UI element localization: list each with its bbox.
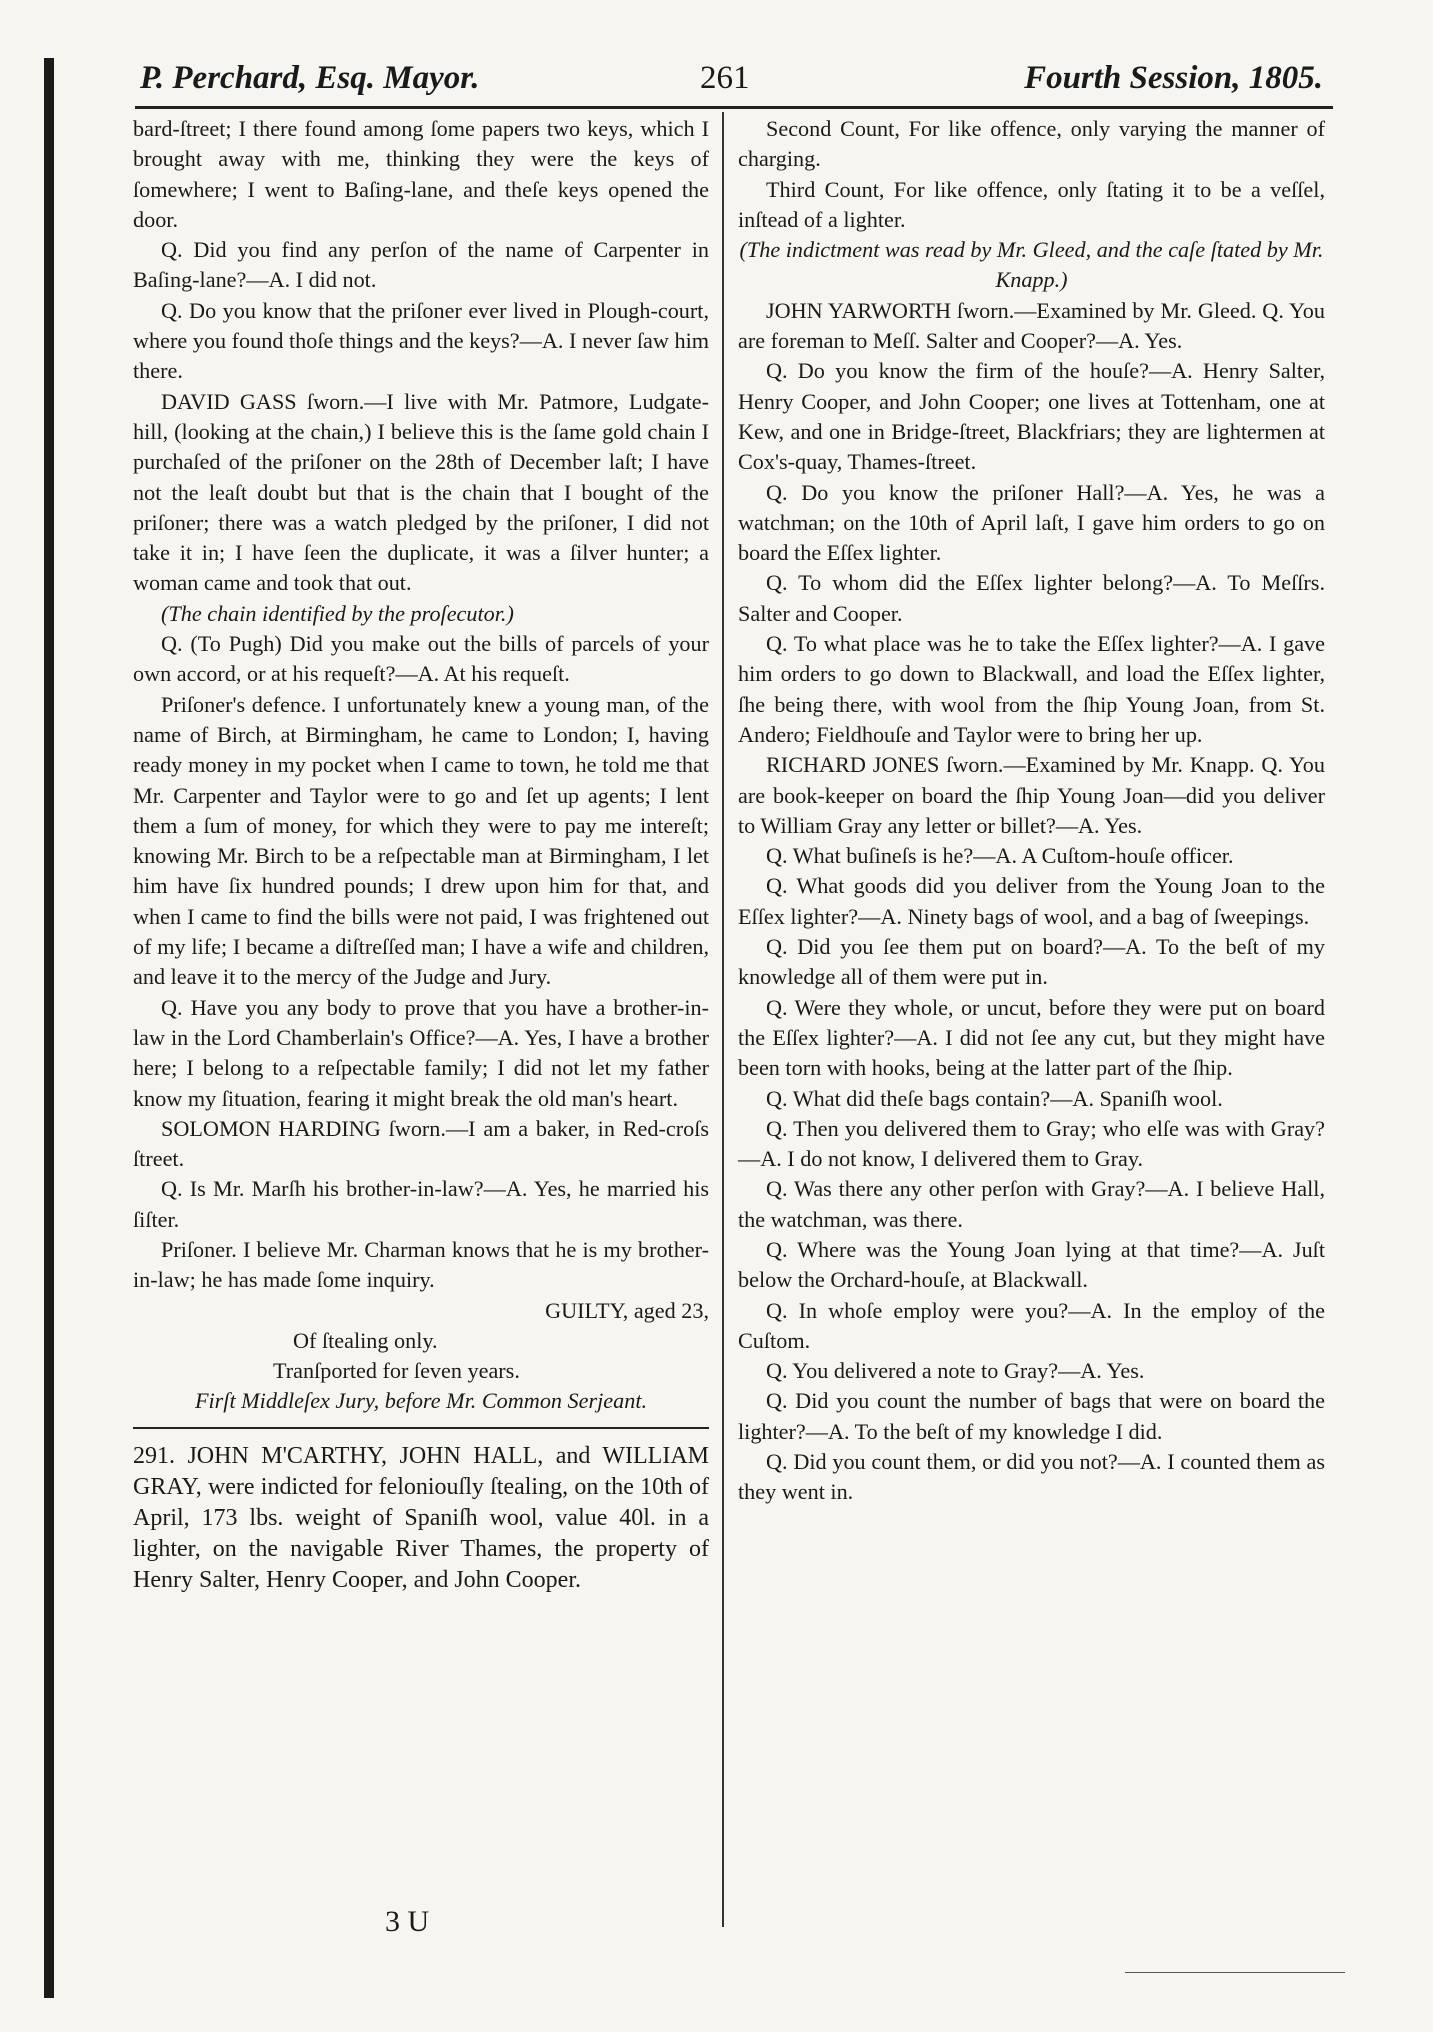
paragraph: Of ſtealing only. (293, 1327, 438, 1353)
paragraph: SOLOMON HARDING ſworn.—I am a baker, in Red-croſs ſtreet. (133, 1115, 709, 1172)
paragraph: RICHARD JONES ſworn.—Examined by Mr. Knapp. Q. You are book-keeper on board the ſhip Young Joan—did you deliver to William Gray any letter or billet?—A. Yes. (738, 752, 1325, 838)
paragraph: Priſoner. I believe Mr. Charman knows that he is my brother-in-law; he has made ſome inquiry. (133, 1236, 709, 1293)
case-divider (133, 1427, 709, 1429)
header-session: Fourth Session, 1805. (1024, 60, 1323, 96)
paragraph: Q. Were they whole, or uncut, before they were put on board the Eſſex lighter?—A. I did not ſee any cut, but they might have been torn with hooks, being at the latter part of the ſhip. (738, 994, 1325, 1081)
paragraph: Tranſported for ſeven years. (273, 1358, 520, 1384)
paragraph: Q. In whoſe employ were you?—A. In the employ of the Cuſtom. (738, 1297, 1325, 1353)
paragraph: JOHN YARWORTH ſworn.—Examined by Mr. Gleed. Q. You are foreman to Meſſ. Salter and Cooper?—A. Yes. (738, 297, 1325, 354)
column-divider (722, 112, 724, 1927)
paragraph: Q. Where was the Young Joan lying at that time?—A. Juſt below the Orchard-houſe, at Blackwall. (738, 1236, 1325, 1293)
paragraph: Q. Did you count the number of bags that were on board the lighter?—A. To the beſt of my knowledge I did. (738, 1388, 1325, 1444)
paragraph: Q. What goods did you deliver from the Young Joan to the Eſſex lighter?—A. Ninety bags of wool, and a bag of ſweepings. (738, 873, 1325, 929)
paragraph: Q. Do you know that the priſoner ever lived in Plough-court, where you found thoſe things and the keys?—A. I never ſaw him there. (133, 297, 709, 384)
running-header (140, 60, 1323, 110)
paragraph: Q. Is Mr. Marſh his brother-in-law?—A. Yes, he married his ſiſter. (133, 1176, 709, 1232)
paragraph: Q. To what place was he to take the Eſſex lighter?—A. I gave him orders to go down to Blackwall, and load the Eſſex lighter, ſhe being there, with wool from the ſhip Young Joan, from St. Andero; Fieldhouſe and Taylor were to bring her up. (738, 631, 1325, 747)
paragraph: Q. What buſineſs is he?—A. A Cuſtom-houſe officer. (766, 843, 1234, 869)
paragraph: Q. Have you any body to prove that you have a brother-in-law in the Lord Chamberlain's Office?—A. Yes, I have a brother here; I belong to a reſpectable family; I did not let my father know my ſituation, fearing it might break the old man's heart. (133, 994, 709, 1111)
paragraph: Second Count, For like offence, only varying the manner of charging. (738, 116, 1325, 172)
paragraph: Third Count, For like offence, only ſtating it to be a veſſel, inſtead of a lighter. (738, 176, 1325, 232)
paragraph: Q. What did theſe bags contain?—A. Spaniſh wool. (766, 1085, 1223, 1111)
case-291-heading: 291. JOHN M'CARTHY, JOHN HALL, and WILLIAM GRAY, were indicted for feloniouſly ſtealing, on the 10th of April, 173 lbs. weight of Spaniſh wool, value 40l. in a lighter, on the navigable River Thames, the property of Henry Salter, Henry Cooper, and John Cooper. (133, 1442, 709, 1593)
left-paragraphs (133, 114, 709, 1417)
paragraph: Q. (To Pugh) Did you make out the bills of parcels of your own accord, or at his requeſt?—A. At his requeſt. (133, 631, 709, 687)
paragraph: Q. Did you count them, or did you not?—A. I counted them as they went in. (738, 1449, 1325, 1505)
page-number: 261 (700, 60, 750, 96)
page-edge (44, 58, 54, 1998)
paragraph: Firſt Middleſex Jury, before Mr. Common Serjeant. (194, 1388, 648, 1414)
paragraph: Q. Do you know the firm of the houſe?—A. Henry Salter, Henry Cooper, and John Cooper; one lives at Tottenham, one at Kew, and one in Bridge-ſtreet, Blackfriars; they are lightermen at Cox's-quay, Thames-ſtreet. (738, 358, 1325, 475)
paragraph: bard-ſtreet; I there found among ſome papers two keys, which I brought away with me, thinking they were the keys of ſomewhere; I went to Baſing-lane, and theſe keys opened the door. (133, 116, 709, 232)
header-rule (135, 106, 1333, 109)
paragraph: Priſoner's defence. I unfortunately knew a young man, of the name of Birch, at Birmingham, he came to London; I, having ready money in my pocket when I came to town, he told me that Mr. Carpenter and Taylor were to go and ſet up agents; I lent them a ſum of money, for which they were to pay me intereſt; knowing Mr. Birch to be a reſpectable man at Birmingham, I let him have ſix hundred pounds; I drew upon him for that, and when I came to find the bills were not paid, I was frightened out of my life; I became a diſtreſſed man; I have a wife and children, and leave it to the mercy of the Judge and Jury. (133, 691, 709, 990)
signature-mark: 3 U (385, 1905, 430, 1938)
paragraph: (The chain identified by the proſecutor.) (161, 600, 514, 626)
paragraph: Q. Did you find any perſon of the name of Carpenter in Baſing-lane?—A. I did not. (133, 237, 709, 293)
right-paragraphs (738, 114, 1325, 1508)
bottom-rule (1125, 1972, 1345, 1973)
paragraph: (The indictment was read by Mr. Gleed, and the caſe ſtated by Mr. Knapp.) (739, 237, 1324, 293)
paragraph: Q. To whom did the Eſſex lighter belong?—A. To Meſſrs. Salter and Cooper. (738, 570, 1325, 626)
header-mayor: P. Perchard, Esq. Mayor. (140, 60, 480, 96)
right-column (738, 114, 1325, 1508)
paragraph: Q. Was there any other perſon with Gray?—A. I believe Hall, the watchman, was there. (738, 1176, 1325, 1232)
paragraph: Q. Do you know the priſoner Hall?—A. Yes, he was a watchman; on the 10th of April laſt, I gave him orders to go on board the Eſſex lighter. (738, 479, 1325, 566)
paragraph: GUILTY, aged 23, (545, 1297, 709, 1323)
paragraph: Q. Then you delivered them to Gray; who elſe was with Gray?—A. I do not know, I delivered them to Gray. (738, 1115, 1325, 1172)
left-column (133, 114, 709, 1596)
paragraph: DAVID GASS ſworn.—I live with Mr. Patmore, Ludgate-hill, (looking at the chain,) I believe this is the ſame gold chain I purchaſed of the priſoner on the 28th of December laſt; I have not the leaſt doubt but that is the chain that I bought of the priſoner; there was a watch pledged by the priſoner, I did not take it in; I have ſeen the duplicate, it was a ſilver hunter; a woman came and took that out. (133, 388, 709, 596)
paragraph: Q. Did you ſee them put on board?—A. To the beſt of my knowledge all of them were put in. (738, 934, 1325, 990)
paragraph: Q. You delivered a note to Gray?—A. Yes. (766, 1358, 1145, 1384)
